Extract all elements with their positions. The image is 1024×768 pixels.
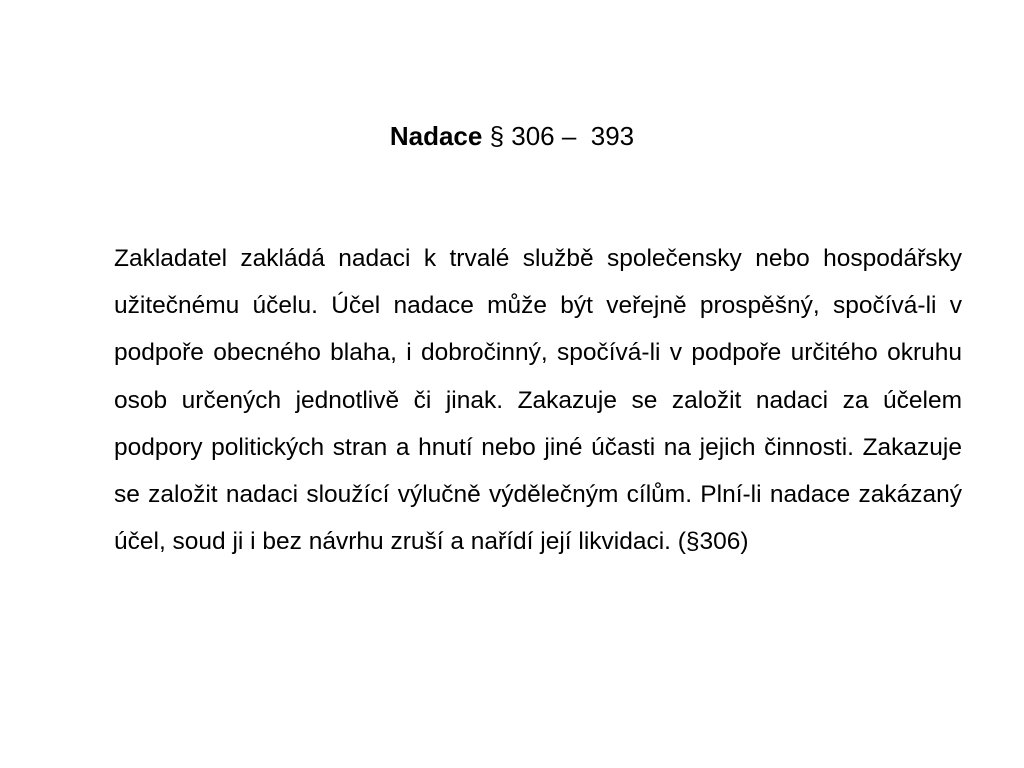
- slide-title-section-range: § 306 – 393: [482, 121, 635, 151]
- slide-title-bold: Nadace: [389, 121, 483, 151]
- slide-body-text: Zakladatel zakládá nadaci k trvalé službě společensky nebo hospodářsky užitečnému účelu. Účel nadace může být veřejně prospěšný, spočívá-li v podpoře obecného blaha, i dobročinný, spočívá-li v podpoře určitého okruhu osob určených jednotlivě či jinak. Zakazuje se založit nadaci za účelem podpory politických stran a hnutí nebo jiné účasti na jejich činnosti. Zakazuje se založit nadaci sloužící výlučně výdělečným cílům. Plní-li nadace zakázaný účel, soud ji i bez návrhu zruší a nařídí její likvidaci. (§306): [114, 245, 962, 556]
- slide-title: [0, 116, 1024, 156]
